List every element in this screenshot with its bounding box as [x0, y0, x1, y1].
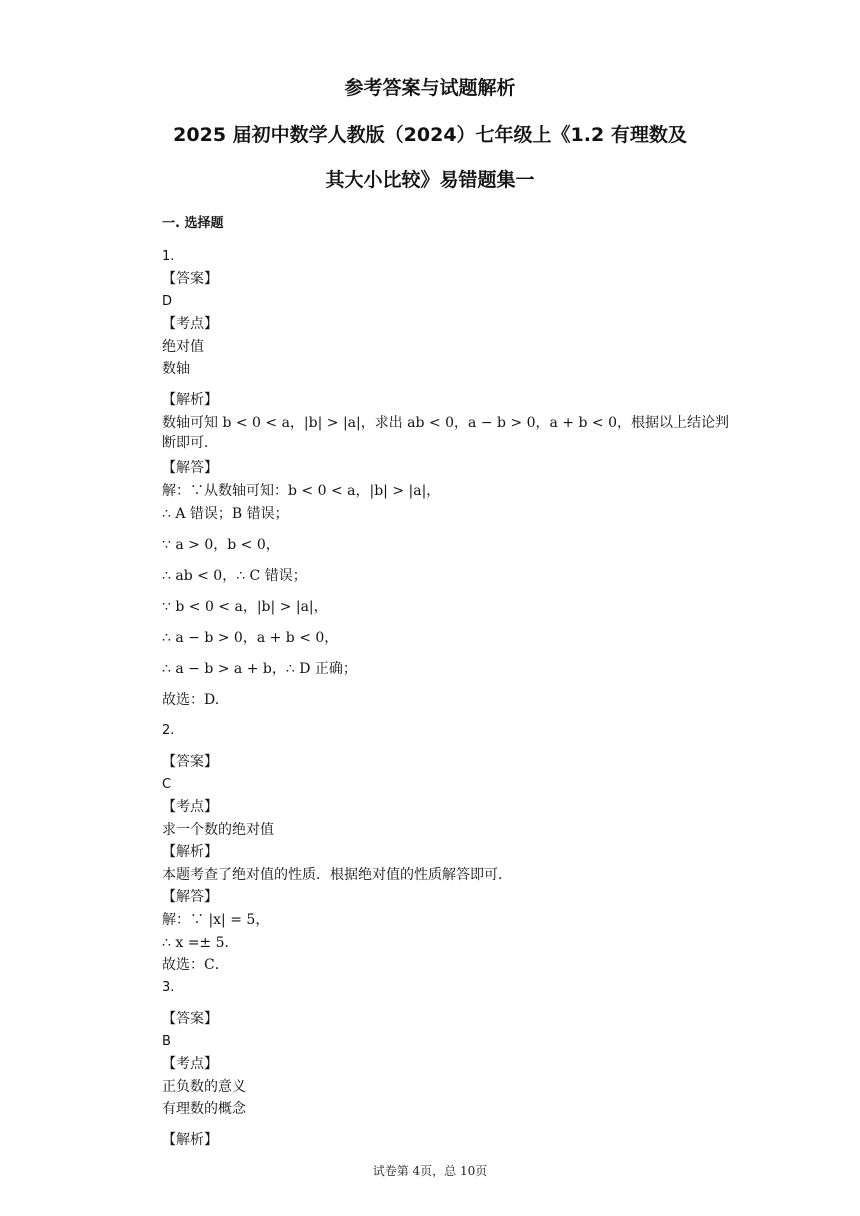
- q1-number: 1.: [162, 249, 175, 264]
- title-line-3: 其大小比较》易错题集一: [325, 169, 535, 191]
- q2-point-1: 求一个数的绝对值: [162, 822, 274, 838]
- q2-answer: C: [162, 777, 172, 792]
- q2-solution-line-3: 故选：C．: [162, 957, 229, 973]
- q1-solution-line-2: ∴ A 错误；B 错误；: [162, 506, 289, 522]
- q3-answer-tag: 【答案】: [162, 1011, 218, 1027]
- q2-solution-line-1: 解：∵ |x| = 5，: [162, 912, 270, 928]
- q2-point-tag: 【考点】: [162, 799, 218, 815]
- q3-point-2: 有理数的概念: [162, 1101, 246, 1117]
- q1-point-tag: 【考点】: [162, 316, 218, 332]
- q1-solution-line-3: ∵ a > 0，b < 0，: [162, 537, 280, 553]
- q3-number: 3.: [162, 980, 175, 995]
- q1-analysis-text: 数轴可知 b < 0 < a，|b| > |a|，求出 ab < 0，a − b > 0，a + b < 0，根据以上结论判断即可．: [162, 415, 729, 451]
- q1-solution-line-6: ∴ a − b > 0，a + b < 0，: [162, 630, 339, 646]
- q1-solution-tag: 【解答】: [162, 460, 218, 476]
- q3-analysis-tag: 【解析】: [162, 1132, 218, 1148]
- section-heading: 一. 选择题: [162, 216, 224, 231]
- q1-solution-line-1: 解：∵从数轴可知：b < 0 < a，|b| > |a|，: [162, 483, 441, 499]
- q3-answer: B: [162, 1034, 171, 1049]
- q1-solution-line-8: 故选：D.: [162, 692, 220, 708]
- q1-point-2: 数轴: [162, 361, 190, 377]
- q1-solution-line-4: ∴ ab < 0，∴ C 错误；: [162, 568, 307, 584]
- title-line-2: 2025 届初中数学人教版（2024）七年级上《1.2 有理数及: [173, 124, 687, 146]
- q1-answer: D: [162, 294, 173, 309]
- q2-number: 2.: [162, 723, 175, 738]
- q1-solution-line-7: ∴ a − b > a + b，∴ D 正确；: [162, 661, 357, 677]
- q3-point-1: 正负数的意义: [162, 1079, 246, 1095]
- q2-answer-tag: 【答案】: [162, 754, 218, 770]
- q2-analysis-text: 本题考查了绝对值的性质．根据绝对值的性质解答即可．: [162, 867, 512, 883]
- q2-solution-line-2: ∴ x =± 5．: [162, 935, 239, 951]
- q2-analysis-tag: 【解析】: [162, 844, 218, 860]
- page-footer: 试卷第 4页，总 10页: [372, 1164, 488, 1178]
- q3-point-tag: 【考点】: [162, 1056, 218, 1072]
- q1-solution-line-5: ∵ b < 0 < a，|b| > |a|，: [162, 599, 328, 615]
- q1-answer-tag: 【答案】: [162, 271, 218, 287]
- q1-point-1: 绝对值: [162, 339, 204, 355]
- title-line-1: 参考答案与试题解析: [344, 77, 516, 99]
- q1-analysis-tag: 【解析】: [162, 392, 218, 408]
- q2-solution-tag: 【解答】: [162, 889, 218, 905]
